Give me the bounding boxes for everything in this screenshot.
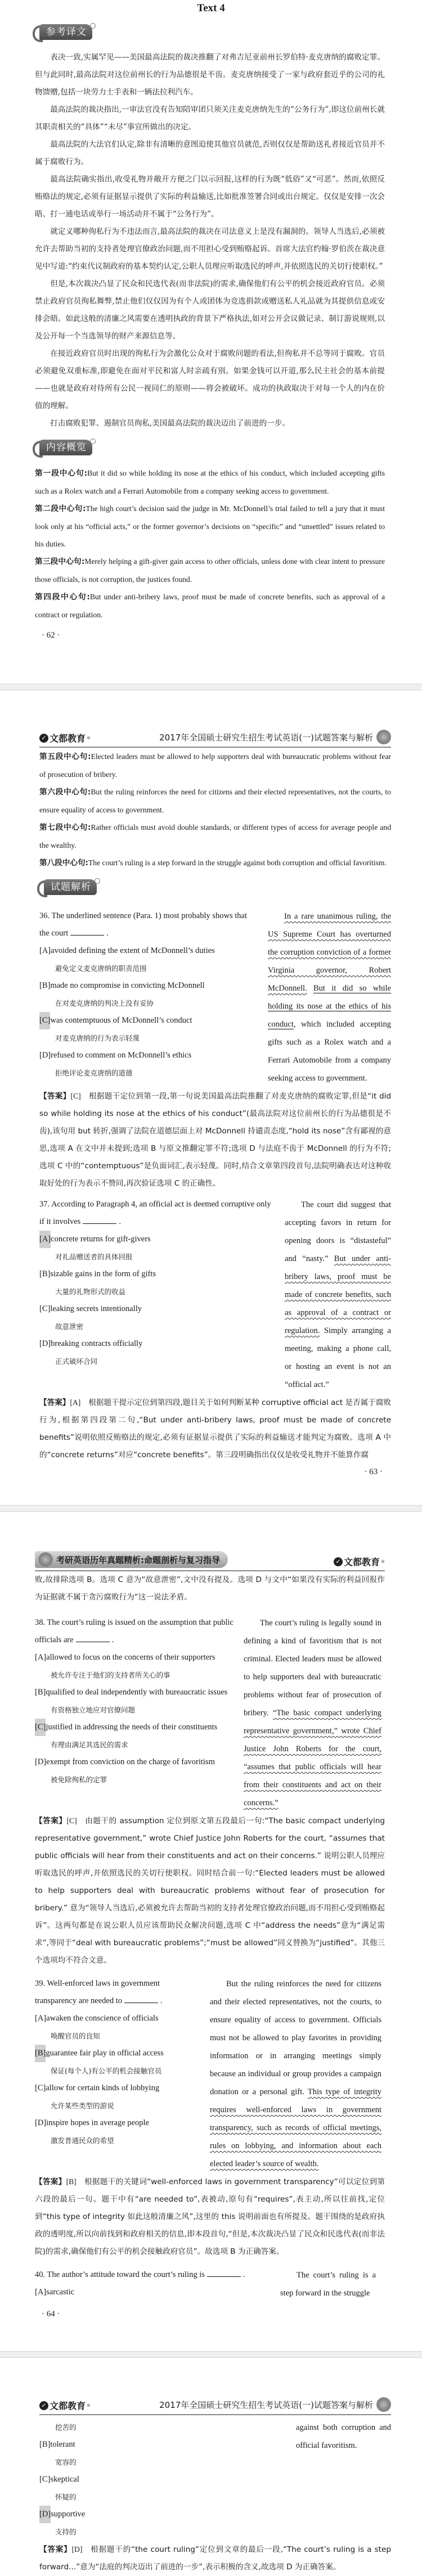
correct-answer-highlight: [B] (35, 2045, 46, 2062)
option-b: [B]sizable gains in the form of gifts 大量的礼物形式的收益 (39, 1269, 156, 1296)
correct-answer-highlight: [C] (35, 1719, 46, 1736)
correct-answer-highlight: [C] (39, 1012, 50, 1029)
page-number: · 62 · (42, 631, 60, 640)
source-passage: The court’s ruling is legally sound in defining a kind of favoritism that is not criminal. Elected leaders must be allowed to help supporters deal with bureaucratic problems without fear of prosecution of bribery. “The basic compact underlying representative government,” wrote Chief Justice John Roberts for the court, “assumes that public officials will hear from their constituents and act on their concerns.” (244, 1619, 381, 1807)
option-b: [B]qualified to deal independently with bureaucratic issues 有资格独立地应对官僚问题 (35, 1688, 228, 1714)
option-d: [D]exempt from conviction on the charge of favoritism 被免除徇私的定罪 (35, 1757, 215, 1784)
option-c: [C]leaking secrets intentionally 故意泄密 (39, 1304, 142, 1331)
option-c: [C]allow for certain kinds of lobbying 允许某些类型的游说 (35, 2084, 160, 2110)
option-b: [B]made no compromise in convicting McDonnell 在对麦克唐纳的判决上没有妥协 (39, 981, 205, 1007)
header-title: 2017年全国硕士研究生招生考试英语(一)试题答案与解析 (159, 730, 391, 744)
summary-row: 第五段中心句:Elected leaders must be allowed to help supporters deal with bureaucratic problems without fear of prosecution of bribery. (39, 752, 391, 779)
question-stem: 36. The underlined sentence (Para. 1) most probably shows that the court . (39, 911, 247, 938)
answer-blank (70, 927, 104, 936)
running-header (35, 1551, 385, 1571)
summary-row: 第四段中心句:But under anti-bribery laws, proof must be made of concrete benefits, such as approval of a contract or regulation. (35, 593, 385, 619)
emblem-icon (38, 1552, 53, 1567)
option-d: [D]refused to comment on McDonnell’s ethics 拒绝评论麦克唐纳的道德 (39, 1051, 192, 1077)
option-d-correct: [D]supportive 支持的 (39, 2506, 287, 2541)
emblem-icon (376, 2397, 391, 2412)
answer-explanation: 【答案】[B] 根据题干的关键词“well-enforced laws in government transparency”可以定位到第六段的最后一句。题干中有“are needed to”,表被动,原句有“requires”,表主动,所以往前找,定位到“this type of integrity 如此这般清廉之风”,这里的 this 说明前面也有所提及。题干围绕的是政府执政的透明度,所以向前找到和政府相关的信息,即本段首句,“但是,本次裁决凸显了民众和民选代表(而非法院)的需求,确保他们有公平的机会接触政府官员”。故选项 B 为正确答案。 (35, 2177, 385, 2256)
book-title-tab: 考研英语历年真题精析:命题剖析与复习指导 (35, 1551, 228, 1568)
option-a: [A]sarcastic (35, 2288, 75, 2297)
running-header (39, 2397, 391, 2415)
question-39 (35, 1975, 385, 2173)
page-63 (0, 690, 422, 1505)
answer-blank (76, 1634, 110, 1642)
question-40-continued (39, 2419, 391, 2541)
running-header (39, 730, 391, 748)
publisher-logo: ✓ 文都教育 ® (39, 2399, 91, 2412)
logo-mark-icon: ✓ (39, 734, 48, 743)
summary-row: 第二段中心句:The high court’s decision said the judge in Mr. McDonnell’s trial failed to tell a jury that it must look only at his “official acts,” or the former governor’s decisions on “specific” and “unsettled” issues related to his duties. (35, 504, 385, 548)
pin-icon (95, 878, 100, 884)
option-a: [A]awaken the conscience of officials 唤醒官员的良知 (35, 2014, 159, 2040)
option-c-correct: [C]justified in addressing the needs of their constituents 有理由满足其选民的需求 (35, 1719, 235, 1754)
pin-icon (90, 23, 96, 29)
document-title: Text 4 (197, 2, 225, 14)
answer-blank (124, 1995, 158, 2003)
source-passage: against both corruption and official favoritism. (296, 2423, 391, 2450)
summary-row: 第六段中心句:But the ruling reinforces the need for citizens and their elected representatives, not the courts, to ensure equality of access to government. (39, 788, 391, 814)
question-37 (39, 1196, 391, 1394)
option-d: [D]inspire hopes in average people 激发普通民众的希望 (35, 2118, 149, 2145)
page-number: · 63 · (364, 1467, 383, 1476)
option-b: [B]tolerant 宽容的 (39, 2440, 77, 2466)
question-38 (35, 1614, 385, 1812)
option-a-translation: 挖苦的 (55, 2423, 77, 2432)
translation-paragraph: 最高法院的大法官们认定,除非有清晰的意图迫使其他官员就范,否则仅仅是帮助送礼者接近官员并不属于腐败行为。 (35, 140, 385, 166)
question-36 (39, 907, 391, 1087)
logo-mark-icon: ✓ (334, 1557, 343, 1566)
answer-explanation: 【答案】[A] 根据题干提示定位到第四段,题目关于如何判断某种 corruptive official act 是否属于腐败行为,根据第四段第二句,“But under anti-bribery laws, proof must be made of concrete benefits”说明依照反贿赂法的规定,必须有证据显示提供了实际的利益输送才能判定为腐败。选项 A 中的“concrete returns”对应“concrete benefits”。第三段明确指出仅仅是收受礼物并不能算作腐 (39, 1398, 392, 1459)
translation-paragraph: 最高法院确实指出,收受礼物并敞开方便之门以示回报,这样的行为既“低俗”又“可恶”。然而,依照反贿赂法的规定,必须有证据显示提供了实际的利益输送,比如批准签署合同或出台规定。仅仅是安排一次会晤、打一通电话或举行一场活动并不属于“公务行为”。 (35, 175, 385, 219)
logo-mark-icon: ✓ (39, 2401, 48, 2410)
correct-answer-highlight: [A] (39, 1231, 51, 1248)
answer-explanation: 【答案】[D] 根据题干的“the court ruling”定位到文章的最后一段,“The court’s ruling is a step forward...”意为“法庭的判决迈出了前进的一步”,表示积极的含义,故选项 D 为正确答案。 (39, 2545, 391, 2572)
header-title: 2017年全国硕士研究生招生考试英语(一)试题答案与解析 (159, 2397, 391, 2412)
answer-blank (83, 1215, 116, 1224)
correct-answer-highlight: [D] (39, 2506, 51, 2523)
option-c: [C]skeptical 怀疑的 (39, 2475, 79, 2501)
question-stem: 39. Well-enforced laws in government transparency are needed to . (35, 1979, 163, 2005)
source-passage: The court’s ruling is a step forward in the struggle (280, 2271, 376, 2298)
page-separator (0, 684, 422, 690)
source-passage: But the ruling reinforces the need for citizens and their elected representatives, not the courts, to ensure equality of access to government. Officials must not be allowed to play favorites in providing information or in arranging meetings simply because an individual or group provides a campaign donation or a personal gift. This type of integrity requires well-enforced laws in government transparency, such as records of official meetings, rules on lobbying, and information about each elected leader’s source of wealth. (210, 1980, 381, 2168)
summary-row: 第三段中心句:Merely helping a gift-giver gain access to other officials, unless done with clear intent to pressure those officials, is not corruption, the justices found. (35, 557, 385, 584)
translation-paragraph: 打击腐败犯罪、遏制官员徇私,美国最高法院的裁决迈出了前进的一步。 (50, 419, 290, 428)
option-b-correct: [B]guarantee fair play in official access 保证(每个人)有公平的机会接触官员 (35, 2045, 201, 2080)
source-passage: In a rare unanimous ruling, the US Supreme Court has overturned the corruption conviction of a former Virginia governor, Robert McDonnell. But it did so while holding its nose at the ethics of his conduct, which included accepting gifts such as a Rolex watch and a Ferrari Automobile from a company seeking access to government. (268, 912, 391, 1083)
emblem-icon (376, 730, 391, 744)
publisher-logo: ✓ 文都教育 ® (334, 1555, 385, 1568)
option-d: [D]breaking contracts officially 正式破坏合同 (39, 1339, 143, 1366)
answer-explanation: 【答案】[C] 由题干的 assumption 定位到原文第五段最后一句:“The basic compact underlying representative government,” wrote Chief Justice John Roberts for the court, “assumes that public officials will hear from their constituents and act on their concerns.” 说明公职人员理应听取选民的呼声,并依照选民的关切行使职权。同时结合前一句:“Elected leaders must be allowed to help supporters deal with bureaucratic problems without fear of prosecution for bribery.” 意为“领导人当选后,必须被允许去帮助当初的支持者处理官僚政治问题,而不用担心受到贿赂起诉”。这两句都是在说公职人员应该帮助民众解决问题,选项 C 中“address the needs”意为“满足需求”,等同于“deal with bureaucratic problems”;“must be allowed”同义替换为“justified”。其他三个选项均不符合文意。 (35, 1816, 385, 1965)
page-62 (0, 0, 422, 684)
option-c-correct: [C]was contemptuous of McDonnell’s conduct 对麦克唐纳的行为表示轻蔑 (39, 1012, 259, 1047)
question-stem: 37. According to Paragraph 4, an official act is deemed corruptive only if it involves . (39, 1200, 271, 1226)
question-stem: 38. The court’s ruling is issued on the assumption that public officials are . (35, 1618, 234, 1644)
translation-paragraph: 就定义哪种徇私行为不违法而言,最高法院的裁决在司法意义上是没有漏洞的。领导人当选后,必须被允许去帮助当初的支持者处理官僚政治问题,而不用担心受到贿赂起诉。首席大法官约翰·罗伯茨在裁决意见中写道:“约束代议制政府的基本契约认定,公职人员理应听取选民的呼声,并依照选民的关切行使职权。” (35, 227, 385, 271)
page-separator (0, 2351, 422, 2358)
translation-paragraph: 在接近政府官员时出现的徇私行为会激化公众对于腐败问题的看法,但徇私并不总等同于腐败。官员必须避免双重标准,即避免在面对平民和富人时亲疏有别。如果金钱可以开道,那么民主社会的基本前提——也就是政府对待所有公民一视同仁的原则——将会被破坏。成功的执政取决于对每一个人的内在价值的理解。 (35, 349, 385, 410)
pin-icon (90, 439, 96, 444)
publisher-logo: ✓ 文都教育 ® (39, 731, 91, 744)
answer-explanation-continued: 败,故排除选项 B。选项 C 意为“故意泄密”,文中没有提及。选项 D 与文中“如果没有实际的利益回报作为证据就不属于贪污腐败行为”这一说法矛盾。 (35, 1575, 385, 1602)
translation-paragraph: 表决一致,实属罕见——美国最高法院的裁决推翻了对弗吉尼亚前州长罗伯特·麦克唐纳的腐败定罪。但与此同时,最高法院对这位前州长的行为品德很是不齿。麦克唐纳接受了一家与政府套近乎的公司的礼物馈赠,包括一块劳力士手表和一辆法拉利汽车。 (35, 53, 385, 97)
section-badge-translation: 参考译文 (33, 22, 92, 42)
question-stem: 40. The author’s attitude toward the court’s ruling is . (35, 2266, 271, 2284)
answer-explanation: 【答案】[C] 根据题干定位到第一段,第一句说美国最高法院推翻了对麦克唐纳的腐败定罪,但是“it did so while holding its nose at the ethics of his conduct”(最高法院对这位前州长的行为品德很是不齿),该句用 but 转折,强调了法院在道德层面上对 McDonnell 持谴责态度,“hold its nose”含有鄙视的意思,选项 A 在文中并未提到;选项 B 与原文推翻定罪不符;选项 D 与法庭不齿于 McDonnell 的行为不符;选项 C 中的“contemptuous”是负面词汇,表示轻蔑。同时,结合文章第四段首句,法院明确表达对这种收取好处的行为表示不赞同,再次验证选项 C 的正确性。 (39, 1092, 391, 1188)
page-64 (0, 1512, 422, 2351)
translation-paragraph: 但是,本次裁决凸显了民众和民选代表(而非法院)的需求,确保他们有公平的机会接近政府官员。必须禁止政府官员徇私舞弊,禁止他们仅仅因为有个人或团体为竞选捐款或赠送私人礼品就为其提供信息或安排会晤。如此这般的清廉之风需要在透明执政的背景下严格执法,如对公开会议做记录、制订游说规则,以及公开每一个当选领导的财产来源信息等。 (35, 279, 385, 341)
page-65 (0, 2358, 422, 2576)
option-a-correct: [A]concrete returns for gift-givers 对礼品赠送者的具体回报 (39, 1231, 276, 1266)
summary-row: 第七段中心句:Rather officials must avoid double standards, or different types of access for average people and the wealthy. (39, 823, 391, 849)
page-separator (0, 1505, 422, 1512)
option-a: [A]allowed to focus on the concerns of their supporters 被允许专注于他们的支持者所关心的事 (35, 1653, 216, 1679)
summary-row: 第一段中心句:But it did so while holding its nose at the ethics of his conduct, which included accepting gifts such as a Rolex watch and a Ferrari Automobile from a company seeking access to government. (35, 469, 385, 495)
translation-paragraph: 最高法院的裁决指出,一审法官没有告知陪审团只须关注麦克唐纳先生的“公务行为”,即这位前州长就其职责相关的“具体”“未尽”事宜所做出的决定。 (35, 105, 385, 132)
page-number: · 64 · (42, 2310, 60, 2319)
question-40 (35, 2266, 385, 2302)
section-badge-analysis: 试题解析 (37, 878, 97, 897)
section-badge-summary: 内容概览 (33, 438, 92, 457)
source-passage: The court did suggest that accepting favors in return for opening doors is “distasteful” and “nasty.” But under anti-bribery laws, proof must be made of concrete benefits, such as approval of a contract or regulation. Simply arranging a meeting, making a phone call, or hosting an event is not an “official act.” (285, 1200, 391, 1389)
summary-row: 第八段中心句:The court’s ruling is a step forward in the struggle against both corruption and official favoritism. (39, 858, 387, 867)
answer-blank (207, 2268, 241, 2277)
option-a: [A]avoided defining the extent of McDonnell’s duties 避免定义麦克唐纳的职责范围 (39, 946, 215, 973)
